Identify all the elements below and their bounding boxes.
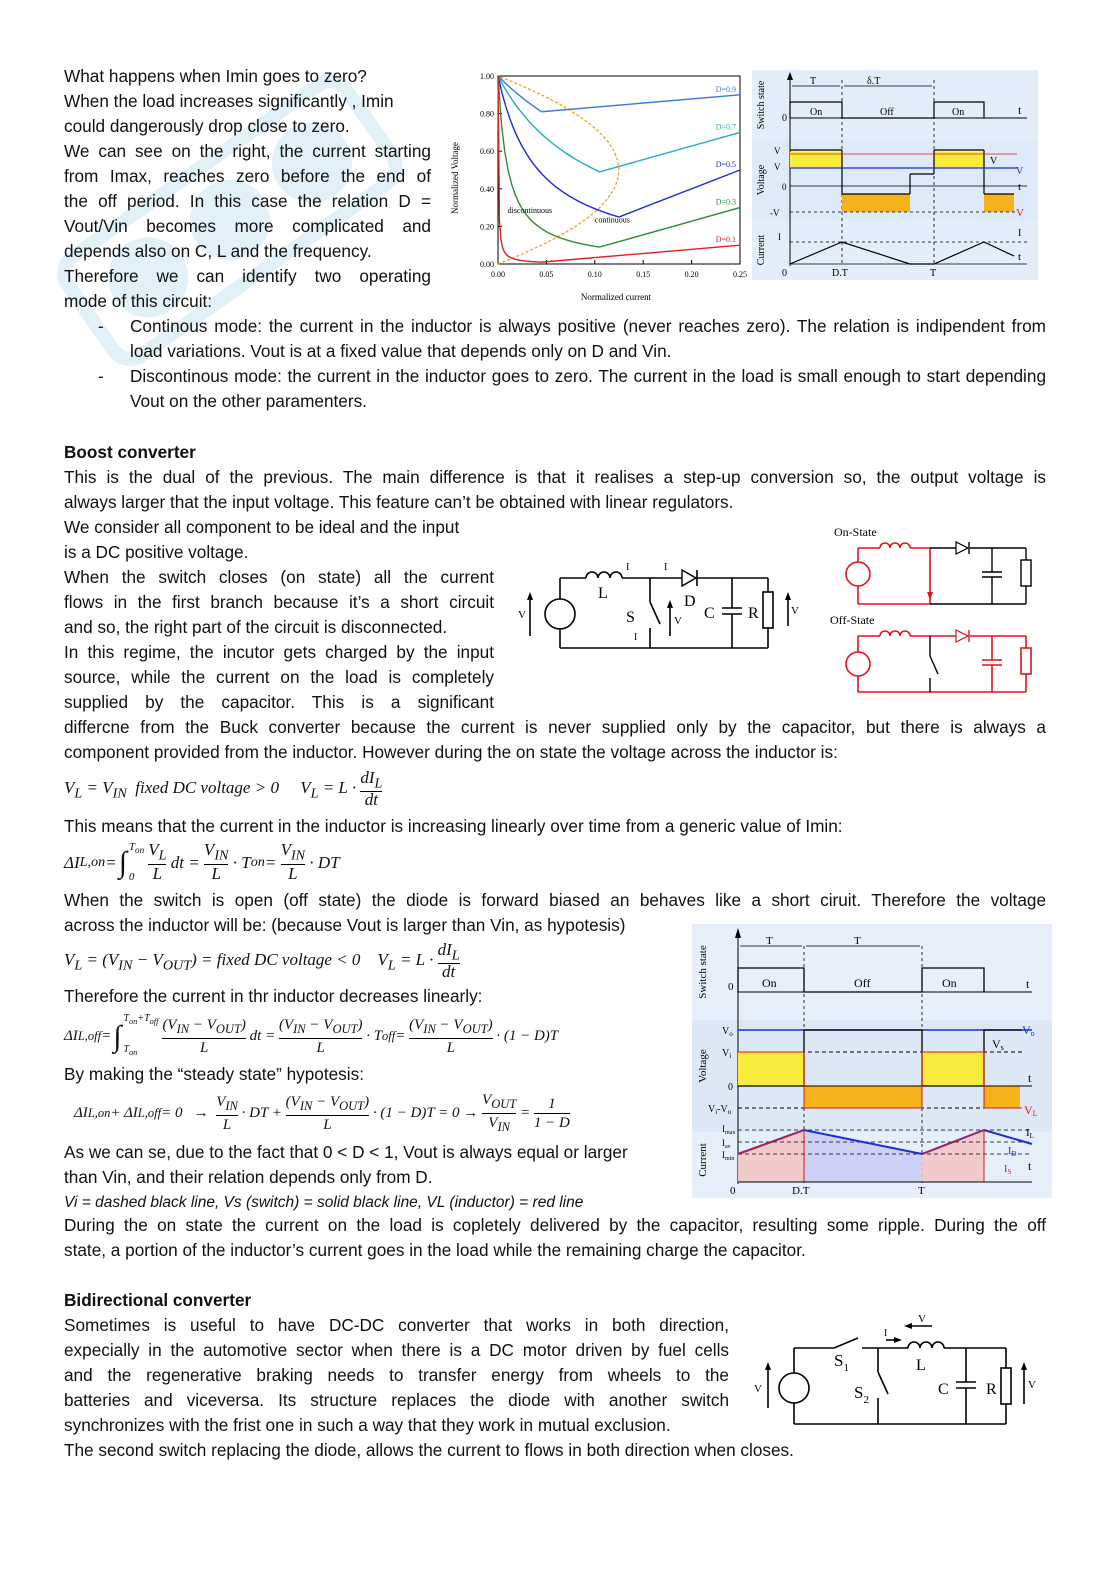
x-tick-label: 0.10	[587, 270, 602, 279]
capacitor-label: C	[704, 605, 715, 622]
vd-label: V	[990, 156, 998, 167]
x-tick-label: 0.05	[539, 270, 554, 279]
off-state-label: Off-State	[830, 613, 875, 627]
vo-label: V	[1028, 1379, 1036, 1391]
vl-label: V	[918, 1313, 926, 1325]
on-label: On	[762, 976, 777, 990]
vs-label: V	[674, 615, 682, 627]
x-tick-label: 0.15	[636, 270, 651, 279]
series-label: D=0.3	[715, 197, 736, 207]
text-line: than Vin, and their relation depends only from D.	[64, 1167, 433, 1187]
zero-voltage-label: 0	[728, 1082, 733, 1093]
text-line: When the load increases significantly , Imin	[64, 91, 394, 111]
period-label: T	[930, 268, 937, 279]
y-axis-label: Normalized Voltage	[450, 142, 460, 214]
inductor-label: L	[916, 1357, 926, 1374]
series-label: D=0.5	[715, 160, 736, 169]
vl-label: VL	[1024, 1103, 1038, 1118]
s2-label: $S_2$	[854, 1383, 869, 1406]
vo-right-label: V	[1016, 166, 1024, 177]
text-line: When the switch closes (on state) all the current	[64, 567, 494, 587]
boost-heading: Boost converter	[64, 442, 196, 462]
buck-waveform	[752, 70, 1038, 280]
minus-vo-label: -V	[770, 208, 780, 218]
text-line: As we can se, due to the fact that 0 < D < 1, Vout is always equal or larger	[64, 1142, 628, 1162]
equation-steady-state: ΔI L,on + ΔI L,off = 0 → $V_{IN}$ L · DT + $(V_{IN} - V_{OUT})$ L · (1 − D)T = 0 → $V_{OUT}$ $V_{IN}$ = 1 1 − D	[74, 1091, 570, 1134]
vs-label: Vs	[992, 1037, 1004, 1052]
decrease-text: Therefore the current in thr inductor decreases linearly:	[64, 986, 483, 1006]
voltage-label: Voltage	[756, 164, 767, 196]
id-label: $I_D$	[1008, 1146, 1017, 1158]
annotation-discontinuous: discontinuous	[507, 206, 553, 216]
waveform-caption: Vi = dashed black line, Vs (switch) = solid black line, VL (inductor) = red line	[64, 1194, 584, 1211]
t-voltage-label: t	[1018, 181, 1022, 193]
x-tick-label: 0.00	[491, 270, 505, 279]
zero-voltage-label: 0	[782, 182, 787, 192]
imax-label: I	[778, 232, 781, 242]
operating-mode-chart	[444, 66, 748, 306]
zero-label: 0	[728, 981, 734, 993]
series-line	[498, 76, 740, 112]
equation-vl-on: $V_L = V_{IN}$ fixed DC voltage > 0 $V_L = L$ · $dI_L$ dt	[64, 768, 383, 810]
bidirectional-last-line: The second switch replacing the diode, allows the current to flows in both direction when closes.	[64, 1440, 794, 1460]
on-label-2: On	[952, 107, 965, 118]
text-line: batteries and viceversa. Its structure replaces the diode with another switch	[64, 1390, 729, 1410]
text-line: component provided from the inductor. However during the on state the voltage across the inductor is:	[64, 742, 838, 762]
series-line	[498, 76, 740, 217]
t-off-label: T	[854, 935, 861, 947]
on-state-label: On-State	[834, 525, 877, 539]
boost-waveform	[692, 924, 1052, 1198]
y-tick-label: 0.00	[480, 260, 494, 269]
t-axis-label: t	[1018, 103, 1022, 117]
il-label: I	[884, 1328, 888, 1339]
voltage-label: Voltage	[697, 1049, 709, 1083]
boost-left-text	[64, 515, 494, 715]
vi-label: V	[774, 146, 781, 156]
text-line: source, while the current on the load is completely	[64, 667, 494, 687]
text-line: We can see on the right, the current starting	[64, 141, 431, 161]
text-line: across the inductor will be: (because Vout is larger than Vin, as hypotesis)	[64, 915, 626, 935]
resistor-label: R	[986, 1381, 997, 1398]
vo-label: V	[791, 605, 799, 617]
capacitor-label: C	[938, 1381, 949, 1398]
bidirectional-text	[64, 1313, 729, 1438]
x-tick-label: 0.25	[733, 270, 747, 279]
steady-state-text: By making the “steady state” hypotesis:	[64, 1064, 364, 1084]
is-label: $I_S$	[1004, 1164, 1012, 1176]
vi-label: V	[518, 609, 526, 621]
imin-label: $I_{min}$	[722, 1150, 735, 1162]
equation-delta-il-on: ΔI L,on = ∫ $T_{on}$ 0 $V_L$ L dt = $V_{IN}$ L · T on = $V_{IN}$ L · DT	[64, 839, 340, 884]
current-label: Current	[697, 1143, 709, 1177]
text-line: When the switch is open (off state) the diode is forward biased an behaves like a short ciruit. Therefore the voltage	[64, 890, 1046, 910]
vl-label: V	[1016, 207, 1024, 219]
text-line: synchronizes with the frist one in such a way that they work in mutual exclusion.	[64, 1415, 671, 1435]
series-label: D=0.9	[715, 84, 736, 94]
off-label: Off	[880, 107, 894, 118]
vi-minus-vo-label: $V_i-V_o$	[708, 1104, 732, 1116]
il-label: I	[626, 562, 630, 573]
vi-label: V	[754, 1383, 762, 1395]
vo-label: V	[774, 162, 781, 172]
current-label: Current	[756, 234, 767, 266]
text-line: Vout/Vin becomes more complicated and	[64, 216, 431, 236]
text-line: We consider all component to be ideal and the input	[64, 517, 460, 537]
t-current-label: t	[1028, 1159, 1032, 1173]
text-line: In this regime, the incutor gets charged by the input	[64, 642, 494, 662]
text-line: state, a portion of the inductor’s current goes in the load while the remaining charge the capacitor.	[64, 1240, 806, 1260]
text-line: depends also on C, L and the frequency.	[64, 241, 372, 261]
final-boost-text	[64, 1213, 1046, 1263]
zero-time-label: 0	[730, 1185, 736, 1197]
text-line: During the on state the current on the load is copletely delivered by the capacitor, resulting some ripple. During the off	[64, 1215, 1046, 1235]
t-axis-label: t	[1026, 977, 1030, 991]
text-line: is a DC positive voltage.	[64, 542, 249, 562]
series-label: D=0.1	[715, 235, 736, 245]
text-line: Therefore we can identify two operating	[64, 266, 431, 286]
on-label: On	[810, 107, 823, 118]
text-line: supplied by the capacitor. This is a significant	[64, 692, 494, 712]
vo-right-label: Vo	[1022, 1023, 1035, 1038]
linear-increase-text: This means that the current in the inductor is increasing linearly over time from a generic value of Imin:	[64, 816, 843, 836]
text-line: flows in the first branch because it’s a short circuit	[64, 592, 494, 612]
switch-label: S	[626, 609, 635, 626]
x-axis-label: Normalized current	[580, 292, 652, 302]
delta-t-label: δ.T	[867, 76, 881, 87]
text-line: could dangerously drop close to zero.	[64, 116, 350, 136]
text-line: the off period. In this case the relation D =	[64, 191, 431, 211]
t-on-label: T	[766, 935, 773, 947]
diode-label: D	[684, 593, 696, 610]
text-line: differcne from the Buck converter because the current is never supplied only by the capacitor, but there is always a	[64, 717, 1046, 737]
text-line: and so, the right part of the circuit is disconnected.	[64, 617, 448, 637]
intro-paragraph	[64, 64, 431, 314]
zero-label: 0	[782, 113, 787, 124]
on-label-2: On	[942, 976, 957, 990]
vi-label: $V_i$	[722, 1048, 732, 1060]
t-current-label: t	[1018, 251, 1022, 263]
bidirectional-circuit	[748, 1308, 1048, 1430]
boost-state-circuits	[826, 520, 1042, 700]
id-label: I	[664, 562, 668, 573]
is-label: I	[634, 632, 638, 643]
y-tick-label: 0.60	[480, 147, 494, 157]
resistor-label: R	[748, 605, 759, 622]
t-voltage-label: t	[1028, 1071, 1032, 1085]
il-label: I	[1018, 228, 1022, 239]
boost-intro	[64, 465, 1046, 515]
text-line: mode of this circuit:	[64, 291, 213, 311]
text-line: always larger that the input voltage. This feature can’t be obtained with linear regulators.	[64, 492, 734, 512]
bidirectional-heading: Bidirectional converter	[64, 1290, 252, 1310]
boost-circuit	[510, 556, 810, 666]
mode-boundary	[498, 76, 619, 264]
text-line: from Imax, reaches zero before the end of	[64, 166, 431, 186]
y-tick-label: 0.40	[480, 184, 494, 194]
switch-state-label: Switch state	[697, 945, 709, 999]
series-line	[498, 76, 740, 172]
boost-continue-text	[64, 715, 1046, 765]
iav-label: $I_{av}$	[722, 1138, 731, 1150]
text-line: Sometimes is useful to have DC-DC converter that works in both direction,	[64, 1315, 729, 1335]
s1-label: $S_1$	[834, 1351, 849, 1374]
plot-area	[480, 72, 747, 279]
inductor-label: L	[598, 585, 608, 602]
y-tick-label: 1.00	[480, 72, 494, 81]
annotation-continuous: continuous	[594, 215, 630, 225]
dt-label: D.T	[792, 1185, 810, 1197]
switch-state-label: Switch state	[756, 80, 767, 130]
imax-label: $I_{max}$	[722, 1124, 736, 1136]
y-tick-label: 0.20	[480, 222, 494, 232]
zero-time-label: 0	[782, 268, 787, 279]
text-line: and the regenerative braking needs to transfer energy from wheels to the	[64, 1365, 729, 1385]
list-item: - Discontinous mode: the current in the inductor goes to zero. The current in the load is small enough to start depending Vout on the other paramenters.	[64, 364, 1046, 414]
dt-label: D.T	[832, 268, 848, 279]
t-on-label: T	[810, 76, 817, 87]
period-label: T	[918, 1185, 925, 1197]
text-line: This is the dual of the previous. The main difference is that it realises a step-up conversion so, the output voltage is	[64, 467, 1046, 487]
vo-label: $V_o$	[722, 1026, 733, 1038]
text-line: expecially in the automotive sector when there is a DC motor driven by fuel cells	[64, 1340, 729, 1360]
list-item: - Continous mode: the current in the inductor is always positive (never reaches zero). The relation is indipendent from load variations. Vout is at a fixed value that depends only on D and Vin.	[64, 314, 1046, 364]
series-label: D=0.7	[715, 122, 736, 132]
equation-delta-il-off: ΔI L,off = ∫ $T_{on}+T_{off}$ $T_{on}$ $(V_{IN} - V_{OUT})$ L dt = $(V_{IN} - V_{OUT})$ L · T off = $(V_{IN} - V_{OUT})$ L · (1 − D)T	[64, 1013, 559, 1057]
conclusion-text	[64, 1140, 684, 1190]
equation-vl-off: $V_L = (V_{IN} - V_{OUT})$ = fixed DC voltage < 0 $V_L = L$ · $dI_L$ dt	[64, 940, 460, 982]
x-tick-label: 0.20	[684, 270, 699, 279]
y-tick-label: 0.80	[480, 109, 494, 119]
operating-modes-list	[64, 314, 1046, 414]
off-label: Off	[854, 976, 871, 990]
il-label: IL	[1026, 1127, 1034, 1140]
text-line: What happens when Imin goes to zero?	[64, 66, 367, 86]
